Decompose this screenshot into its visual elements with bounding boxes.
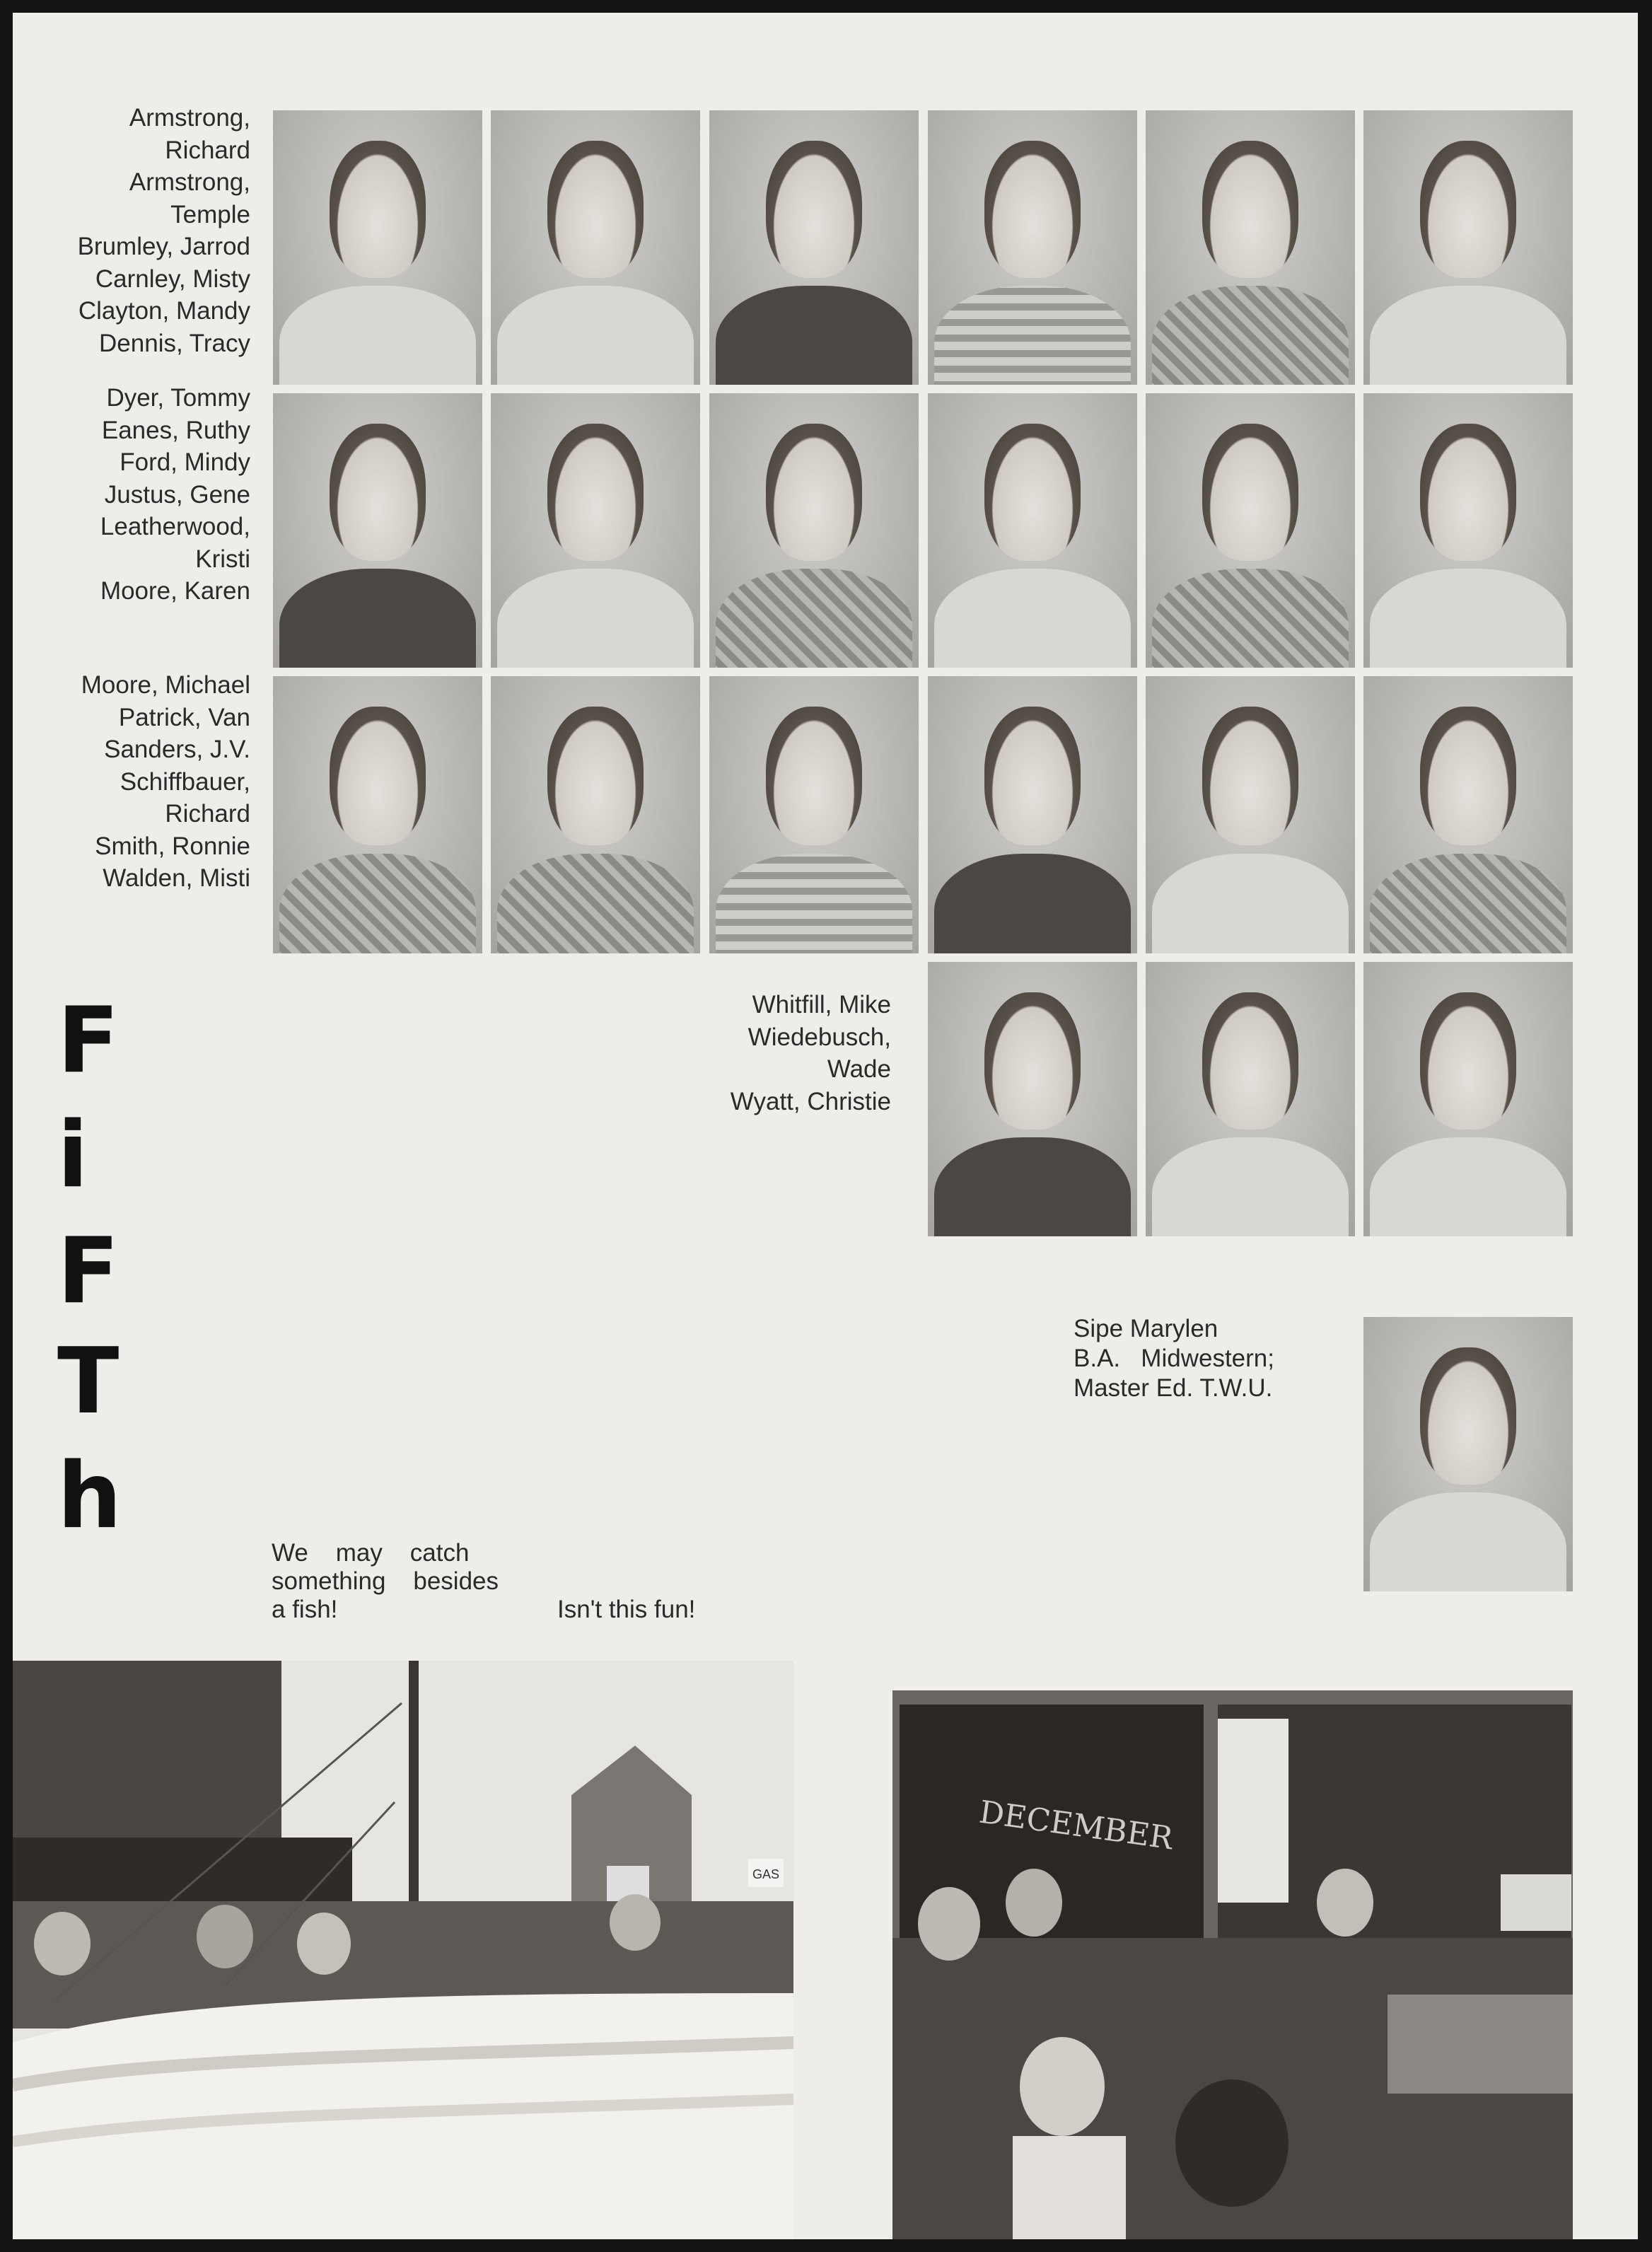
student-portrait <box>709 393 919 668</box>
classroom-scene <box>892 1690 1573 2239</box>
student-name: Smith, Ronnie <box>95 832 250 860</box>
student-name: Dyer, Tommy <box>106 384 250 412</box>
name-list-row-1 <box>78 102 250 359</box>
section-title-letter: h <box>57 1444 122 1549</box>
student-name: Moore, Michael <box>81 671 250 699</box>
section-title-letter: F <box>57 988 120 1093</box>
teacher-info <box>1074 1314 1274 1403</box>
name-list-row-4 <box>731 989 891 1118</box>
teacher-degree: B.A. Midwestern; <box>1074 1345 1274 1372</box>
name-list-row-3 <box>81 669 250 895</box>
student-portrait <box>709 676 919 953</box>
student-name: Whitfill, Mike <box>752 991 891 1018</box>
parade-scene <box>13 1661 793 2239</box>
section-title-letter: F <box>57 1219 120 1324</box>
student-portrait <box>491 393 700 668</box>
student-name: Justus, Gene <box>104 480 250 509</box>
student-name: Patrick, Van <box>118 703 250 731</box>
student-portrait <box>1363 393 1573 668</box>
student-portrait <box>273 393 482 668</box>
name-list-row-2 <box>100 382 250 608</box>
student-portrait <box>1363 110 1573 385</box>
student-portrait <box>1363 962 1573 1236</box>
classroom-photo <box>892 1690 1573 2239</box>
student-portrait <box>709 110 919 385</box>
yearbook-page <box>13 13 1638 2239</box>
student-portrait <box>1146 110 1355 385</box>
student-name: Dennis, Tracy <box>99 329 250 357</box>
photo-caption-right: Isn't this fun! <box>557 1596 696 1623</box>
section-title-letter: i <box>57 1103 88 1208</box>
student-portrait <box>1146 393 1355 668</box>
student-name: Wyatt, Christie <box>730 1087 891 1115</box>
student-name: Sanders, J.V. <box>104 736 250 763</box>
teacher-portrait <box>1363 1317 1573 1591</box>
parade-float-photo <box>13 1661 793 2239</box>
student-name: Schiffbauer, <box>120 767 250 796</box>
student-name: Temple <box>170 200 250 228</box>
photo-caption-left: We may catch something besides a fish! <box>272 1539 499 1623</box>
student-portrait <box>928 393 1137 668</box>
student-name: Clayton, Mandy <box>78 297 250 325</box>
bulletin-board-text: DECEMBER <box>977 1794 1175 1857</box>
student-portrait <box>928 676 1137 953</box>
student-name: Leatherwood, <box>100 513 250 540</box>
student-name: Armstrong, <box>129 104 250 132</box>
student-name: Kristi <box>195 545 250 573</box>
student-name: Brumley, Jarrod <box>77 233 250 260</box>
student-portrait <box>1146 962 1355 1236</box>
teacher-degree: Master Ed. T.W.U. <box>1074 1374 1273 1402</box>
student-name: Richard <box>165 136 250 164</box>
student-name: Moore, Karen <box>100 577 250 605</box>
student-name: Carnley, Misty <box>95 265 250 293</box>
student-portrait <box>273 676 482 953</box>
student-name: Walden, Misti <box>103 864 250 892</box>
parade-sign-text: GAS <box>752 1867 780 1881</box>
student-name: Wiedebusch, <box>748 1023 891 1051</box>
student-name: Ford, Mindy <box>120 448 250 476</box>
student-name: Richard <box>165 800 250 828</box>
student-portrait <box>273 110 482 385</box>
student-name: Eanes, Ruthy <box>101 416 250 444</box>
student-name: Wade <box>827 1055 891 1083</box>
teacher-name: Sipe Marylen <box>1074 1315 1218 1342</box>
student-portrait <box>491 110 700 385</box>
student-portrait <box>928 962 1137 1236</box>
student-portrait <box>928 110 1137 385</box>
student-portrait <box>491 676 700 953</box>
section-title-letter: T <box>57 1329 120 1434</box>
student-name: Armstrong, <box>129 168 250 196</box>
student-portrait <box>1363 676 1573 953</box>
student-portrait <box>1146 676 1355 953</box>
